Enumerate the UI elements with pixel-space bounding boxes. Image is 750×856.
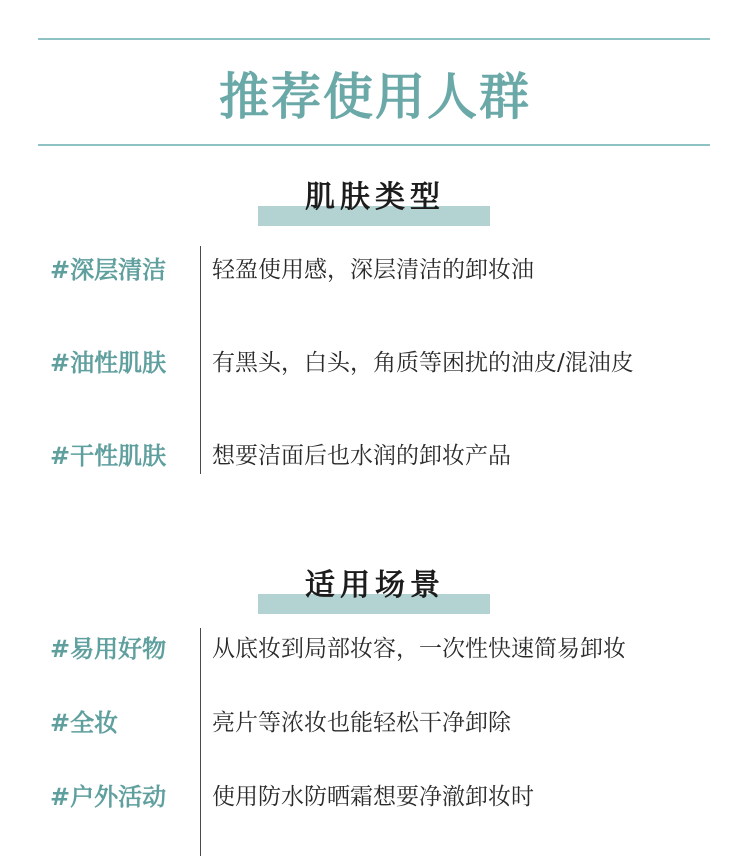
list-item [0, 343, 750, 383]
page-title: 推荐使用人群 [219, 68, 531, 126]
item-description: 使用防水防晒霜想要净澈卸妆时 [212, 784, 534, 810]
list-item [0, 629, 750, 669]
section-heading-label: 适用场景 [305, 568, 445, 603]
item-description: 想要洁面后也水润的卸妆产品 [212, 443, 511, 469]
section-heading-use-scenario [0, 564, 750, 624]
item-description: 亮片等浓妆也能轻松干净卸除 [212, 710, 511, 736]
item-tag: #深层清洁 [50, 256, 167, 284]
item-tag: #油性肌肤 [50, 349, 167, 377]
item-tag: #易用好物 [50, 635, 167, 663]
item-description: 有黑头，白头，角质等困扰的油皮/混油皮 [212, 350, 634, 376]
item-tag: #干性肌肤 [50, 442, 167, 470]
section-heading-label: 肌肤类型 [305, 180, 445, 215]
item-description: 从底妆到局部妆容，一次性快速简易卸妆 [212, 636, 626, 662]
list-item [0, 250, 750, 290]
top-divider [38, 38, 710, 40]
item-tag: #户外活动 [50, 783, 167, 811]
list-item [0, 436, 750, 476]
title-divider [38, 144, 710, 146]
section-heading-skin-type [0, 176, 750, 236]
item-tag: #全妆 [50, 709, 119, 737]
list-item [0, 703, 750, 743]
item-description: 轻盈使用感，深层清洁的卸妆油 [212, 257, 534, 283]
list-item [0, 777, 750, 817]
